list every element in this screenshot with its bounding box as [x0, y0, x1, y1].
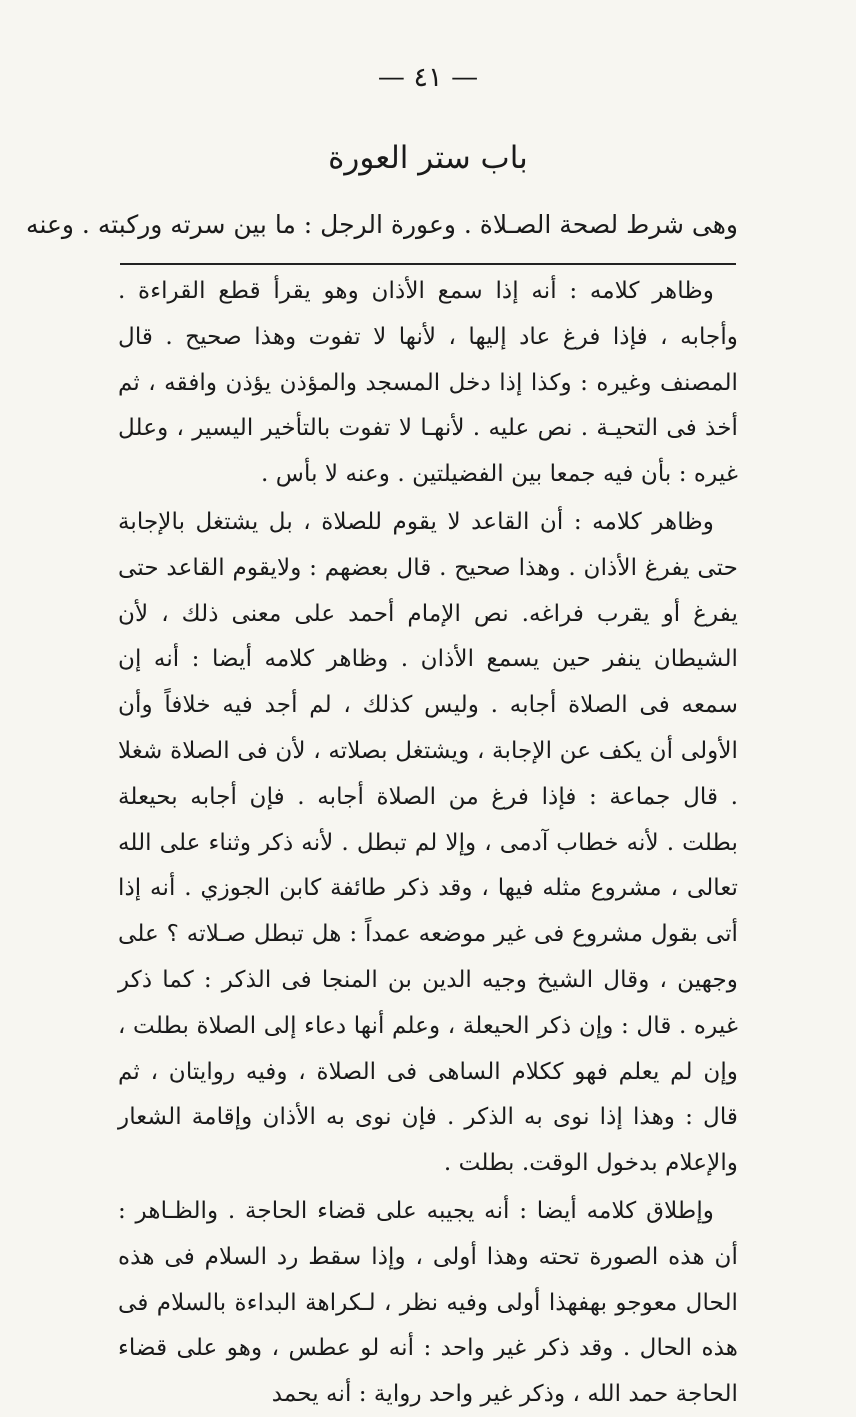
main-text: وهى شرط لصحة الصـلاة . وعورة الرجل : ما بين سرته وركبته . وعنه	[26, 210, 738, 239]
commentary-section	[118, 268, 738, 1417]
page-number: — ٤١ —	[377, 62, 479, 93]
chapter-title: باب ستر العورة	[328, 140, 528, 176]
commentary-paragraph-2: وظاهر كلامه : أن القاعد لا يقوم للصلاة ، بل يشتغل بالإجابة حتى يفرغ الأذان . وهذا صحيح . قال بعضهم : ولايقوم القاعد حتى يفرغ أو يقرب فراغه. نص الإمام أحمد على معنى ذلك ، لأن الشيطان ينفر حين يسمع الأذان . وظاهر كلامه أيضا : أنه إن سمعه فى الصلاة أجابه . وليس كذلك ، لم أجد فيه خلافاً وأن الأولى أن يكف عن الإجابة ، ويشتغل بصلاته ، لأن فى الصلاة شغلا . قال جماعة : فإذا فرغ من الصلاة أجابه . فإن أجابه بحيعلة بطلت . لأنه خطاب آدمى ، وإلا لم تبطل . لأنه ذكر وثناء على الله تعالى ، مشروع مثله فيها ، وقد ذكر طائفة كابن الجوزي . أنه إذا أتى بقول مشروع فى غير موضعه عمداً : هل تبطل صـلاته ؟ على وجهين ، وقال الشيخ وجيه الدين بن المنجا فى الذكر : كما ذكر غيره . قال : وإن ذكر الحيعلة ، وعلم أنها دعاء إلى الصلاة بطلت ، وإن لم يعلم فهو ككلام الساهى فى الصلاة ، وفيه روايتان ، ثم قال : وهذا إذا نوى به الذكر . فإن نوى به الأذان وإقامة الشعار والإعلام بدخول الوقت. بطلت .	[118, 507, 738, 1177]
footnote-divider	[120, 263, 736, 265]
commentary-paragraph-3: وإطلاق كلامه أيضا : أنه يجيبه على قضاء الحاجة . والظـاهر : أن هذه الصورة تحته وهذا أولى ، وإذا سقط رد السلام فى هذه الحال معوجو بهفهذا أولى وفيه نظر ، لـكراهة البداءة بالسلام فى هذه الحال . وقد ذكر غير واحد : أنه لو عطس ، وهو على قضاء الحاجة حمد الله ، وذكر غير واحد رواية : أنه يحمد	[118, 1196, 738, 1408]
commentary-paragraph-1: وظاهر كلامه : أنه إذا سمع الأذان وهو يقرأ قطع القراءة . وأجابه ، فإذا فرغ عاد إليها ، لأنها لا تفوت وهذا صحيح . قال المصنف وغيره : وكذا إذا دخل المسجد والمؤذن يؤذن وافقه ، ثم أخذ فى التحيـة . نص عليه . لأنهـا لا تفوت بالتأخير اليسير ، وعلل غيره : بأن فيه جمعا بين الفضيلتين . وعنه لا بأس .	[118, 277, 738, 488]
